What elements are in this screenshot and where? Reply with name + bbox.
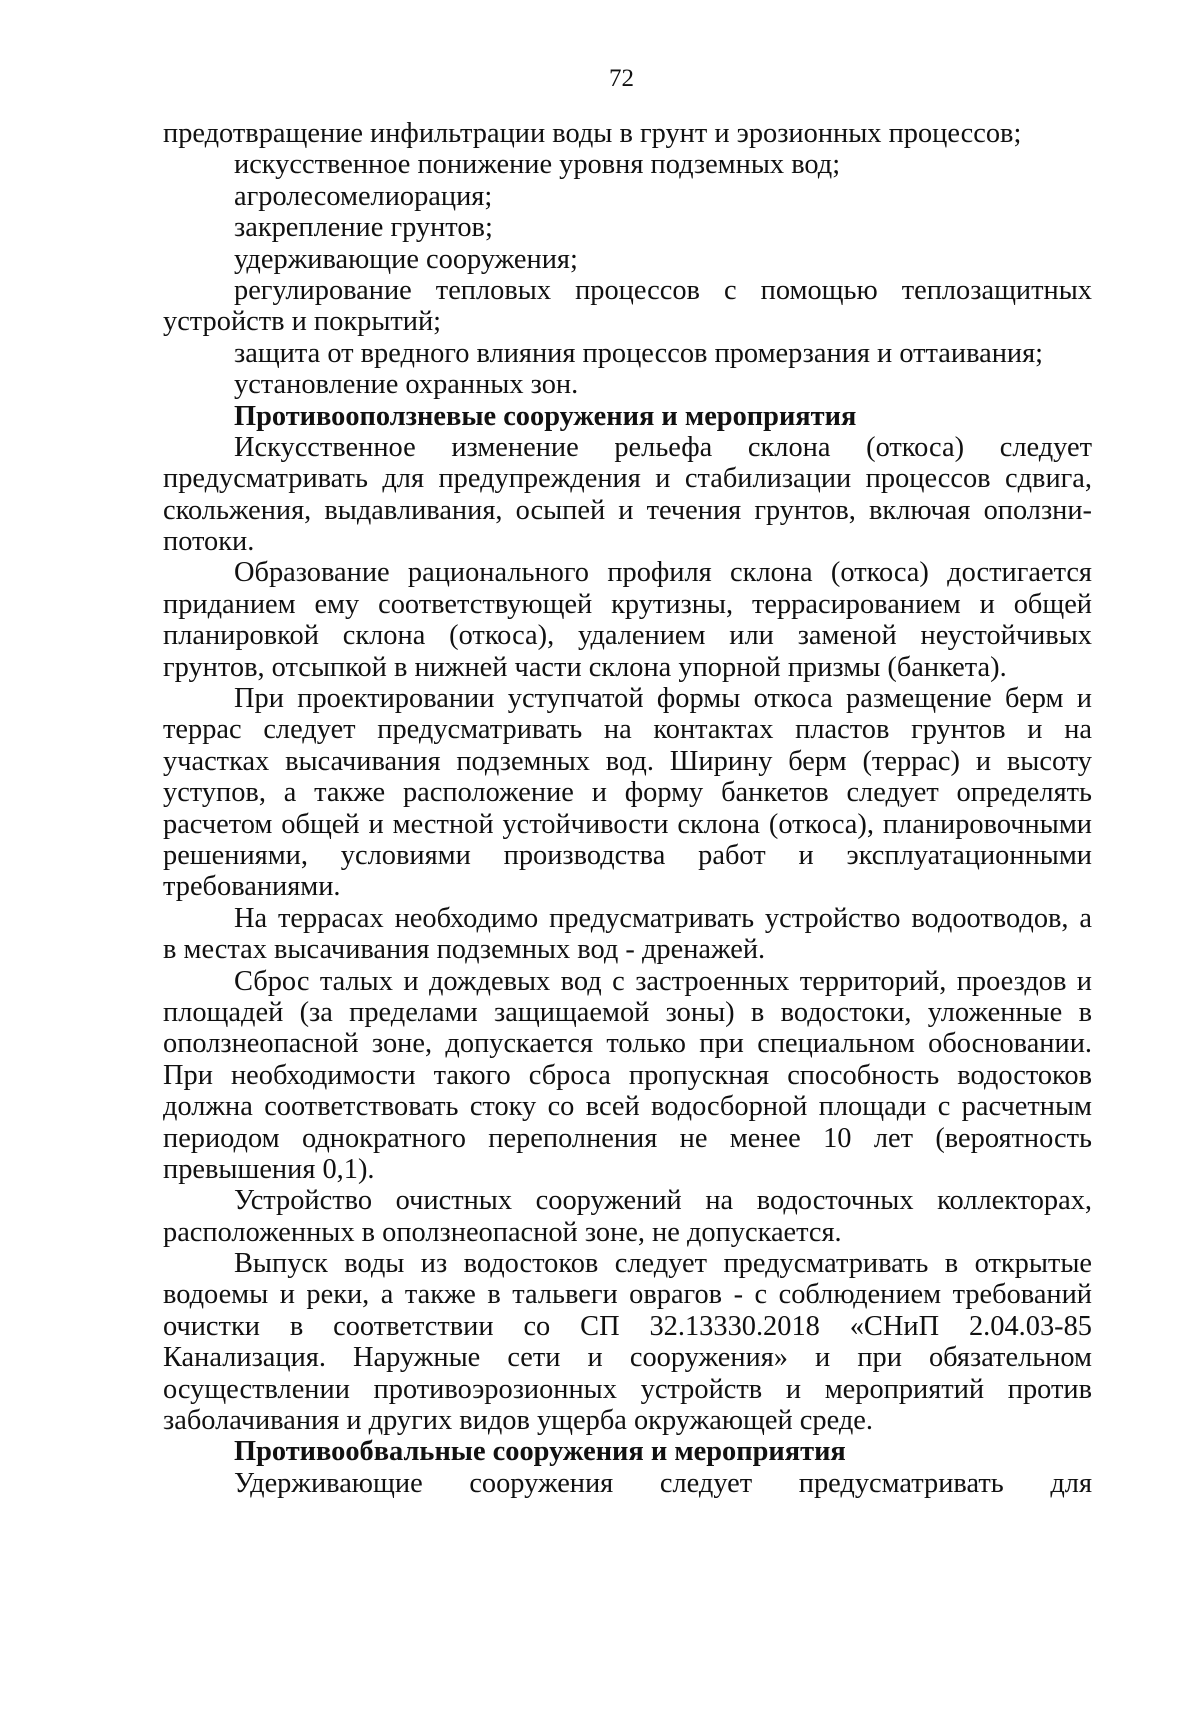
- text-line: агролесомелиорация;: [234, 180, 493, 212]
- text-line: закрепление грунтов;: [234, 212, 493, 244]
- text-line: устройств и покрытий;: [163, 306, 442, 338]
- text-line: требованиями.: [163, 871, 341, 903]
- text-line: расчетом общей и местной устойчивости склона (откоса), планировочными: [163, 808, 1092, 840]
- text-line: решениями, условиями производства работ и эксплуатационными: [163, 839, 1092, 871]
- page-body: [163, 118, 1092, 1499]
- text-line: террас следует предусматривать на контактах пластов грунтов и на: [163, 714, 1092, 746]
- text-line: должна соответствовать стоку со всей водосборной площади с расчетным: [163, 1091, 1092, 1123]
- text-line: водоемы и реки, а также в тальвеги оврагов - с соблюдением требований: [163, 1279, 1092, 1311]
- text-line: грунтов, отсыпкой в нижней части склона упорной призмы (банкета).: [163, 651, 1007, 683]
- text-line: защита от вредного влияния процессов промерзания и оттаивания;: [234, 337, 1044, 369]
- text-line: расположенных в оползнеопасной зоне, не допускается.: [163, 1216, 842, 1248]
- text-line: Выпуск воды из водостоков следует предусматривать в открытые: [234, 1248, 1092, 1280]
- text-line: осуществлении противоэрозионных устройств и мероприятий против: [163, 1373, 1092, 1405]
- text-line: оползнеопасной зоне, допускается только при специальном обосновании.: [163, 1028, 1092, 1060]
- text-line: На террасах необходимо предусматривать устройство водоотводов, а: [234, 902, 1092, 934]
- text-line: Канализация. Наружные сети и сооружения» и при обязательном: [163, 1342, 1092, 1374]
- text-line: уступов, а также расположение и форму банкетов следует определять: [163, 777, 1092, 809]
- text-line: Удерживающие сооружения следует предусматривать для: [234, 1467, 1092, 1499]
- text-line: установление охранных зон.: [234, 369, 579, 401]
- text-line: планировкой склона (откоса), удалением или заменой неустойчивых: [163, 620, 1092, 652]
- text-line: предусматривать для предупреждения и стабилизации процессов сдвига,: [163, 463, 1092, 495]
- text-line: Образование рационального профиля склона (откоса) достигается: [234, 557, 1092, 589]
- text-line: Устройство очистных сооружений на водосточных коллекторах,: [234, 1185, 1092, 1217]
- text-line: Искусственное изменение рельефа склона (откоса) следует: [234, 431, 1092, 463]
- text-line: периодом однократного переполнения не менее 10 лет (вероятность: [163, 1122, 1092, 1154]
- text-line: потоки.: [163, 526, 255, 558]
- text-line: приданием ему соответствующей крутизны, террасированием и общей: [163, 588, 1092, 620]
- page-number: 72: [609, 65, 634, 92]
- text-line: Сброс талых и дождевых вод с застроенных территорий, проездов и: [234, 965, 1092, 997]
- section-heading: Противообвальные сооружения и мероприятия: [234, 1436, 846, 1468]
- text-line: При проектировании уступчатой формы откоса размещение берм и: [234, 683, 1092, 715]
- text-line: площадей (за пределами защищаемой зоны) в водостоки, уложенные в: [163, 996, 1092, 1028]
- text-line: заболачивания и других видов ущерба окружающей среде.: [163, 1405, 873, 1437]
- text-line: участках высачивания подземных вод. Ширину берм (террас) и высоту: [163, 745, 1092, 777]
- text-line: в местах высачивания подземных вод - дренажей.: [163, 934, 766, 966]
- text-line: скольжения, выдавливания, осыпей и течения грунтов, включая оползни-: [163, 494, 1092, 526]
- text-line: очистки в соответствии со СП 32.13330.2018 «СНиП 2.04.03-85: [163, 1310, 1092, 1342]
- text-line: удерживающие сооружения;: [234, 243, 578, 275]
- text-line: При необходимости такого сброса пропускная способность водостоков: [163, 1059, 1092, 1091]
- text-line: искусственное понижение уровня подземных вод;: [234, 149, 841, 181]
- text-line: регулирование тепловых процессов с помощью теплозащитных: [234, 274, 1092, 306]
- text-line: превышения 0,1).: [163, 1153, 375, 1185]
- section-heading: Противооползневые сооружения и мероприятия: [234, 400, 857, 432]
- text-line: предотвращение инфильтрации воды в грунт и эрозионных процессов;: [163, 118, 1022, 149]
